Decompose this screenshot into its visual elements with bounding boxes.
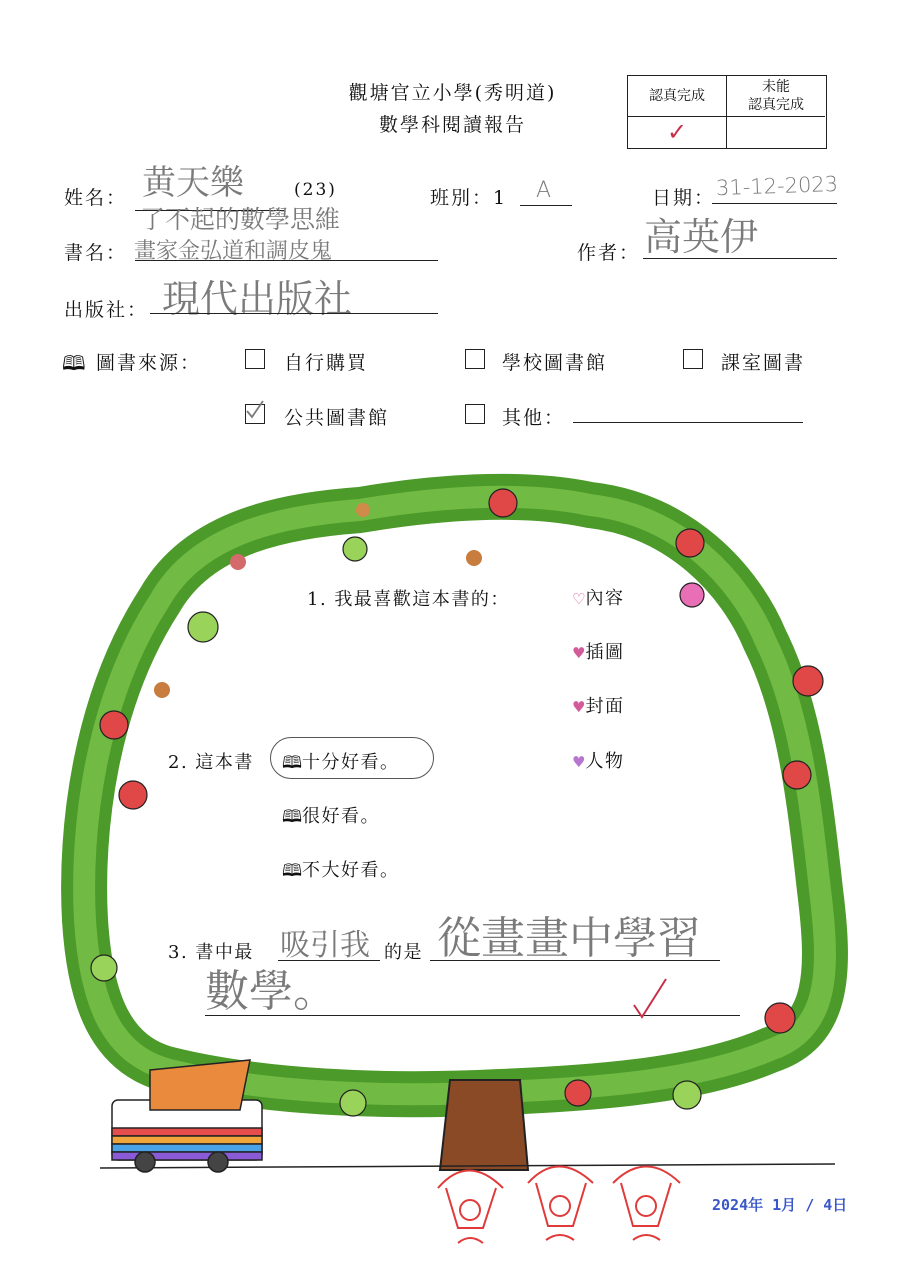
q1-text: 1. 我最喜歡這本書的： [307, 589, 510, 610]
not-done-label-1: 未能 [762, 79, 790, 95]
name-value: 黄天樂 [142, 163, 244, 203]
check-icon [244, 399, 266, 421]
author-label: 作者： [577, 242, 641, 264]
q3-answer-line1: 從畫畫中學習 [437, 913, 701, 964]
tick-mark-q3 [630, 975, 670, 1023]
source-checkbox-public-library[interactable] [245, 404, 265, 424]
stamp-date: 2024年 1月 / 4日 [712, 1196, 848, 1214]
date-label: 日期： [652, 187, 716, 209]
q1-option-content[interactable]: ♡內容 [572, 588, 625, 609]
name-label: 姓名： [64, 187, 128, 209]
source-checkbox-classroom[interactable] [683, 349, 703, 369]
source-checkbox-self-buy[interactable] [245, 349, 265, 369]
book-value-line1: 了不起的數學思維 [140, 205, 341, 234]
publisher-label: 出版社： [64, 299, 149, 321]
student-number: (23) [294, 180, 337, 200]
publisher-value: 現代出版社 [162, 277, 353, 321]
book-label: 書名： [64, 242, 128, 264]
done-label: 認真完成 [628, 76, 727, 117]
q3-blank1: 吸引我 [280, 928, 370, 963]
source-option-school-library: 學校圖書館 [502, 352, 608, 374]
q3-answer-line2: 數學。 [205, 966, 337, 1017]
completion-box [627, 75, 827, 149]
source-option-self-buy: 自行購買 [284, 352, 369, 374]
q1-option-characters[interactable]: ♥人物 [572, 751, 625, 772]
source-option-other: 其他： [502, 407, 566, 429]
source-checkbox-school-library[interactable] [465, 349, 485, 369]
author-value: 高英伊 [644, 215, 759, 259]
red-stamps [428, 1148, 698, 1258]
q3-prefix: 3. 書中最 [168, 942, 254, 963]
q1-option-illustration[interactable]: ♥插圖 [572, 642, 625, 663]
tick-mark: ✓ [628, 117, 727, 148]
date-value: 31-12-2023 [715, 171, 839, 201]
q2-option-not-good[interactable]: 🕮不大好看。 [282, 860, 400, 881]
source-label: 圖書來源： [96, 352, 202, 374]
heart-icon: ♥ [572, 753, 586, 771]
source-checkbox-other[interactable] [465, 404, 485, 424]
book-value-line2: 畫家金弘道和調皮鬼 [134, 239, 333, 264]
tree-illustration [0, 470, 905, 1190]
book-icon: 🕮 [282, 807, 303, 827]
source-option-public-library: 公共圖書館 [284, 407, 390, 429]
school-name: 觀塘官立小學(秀明道) [348, 82, 557, 104]
q2-option-very-good[interactable]: 🕮十分好看。 [282, 752, 400, 773]
book-icon: 🕮 [282, 753, 303, 773]
q3-middle: 的是 [384, 942, 423, 963]
q1-option-cover[interactable]: ♥封面 [572, 696, 625, 717]
heart-icon: ♥ [572, 644, 586, 662]
class-label: 班別：1 [430, 187, 508, 209]
heart-icon: ♡ [572, 590, 586, 608]
q2-prefix: 2. 這本書 [168, 752, 254, 773]
book-icon: 🕮 [62, 351, 86, 375]
class-value: A [536, 178, 552, 203]
q2-option-good[interactable]: 🕮很好看。 [282, 806, 381, 827]
source-option-classroom: 課室圖書 [721, 352, 806, 374]
report-title: 數學科閱讀報告 [378, 114, 526, 136]
heart-icon: ♥ [572, 698, 586, 716]
book-icon: 🕮 [282, 861, 303, 881]
not-done-label-2: 認真完成 [748, 97, 804, 113]
